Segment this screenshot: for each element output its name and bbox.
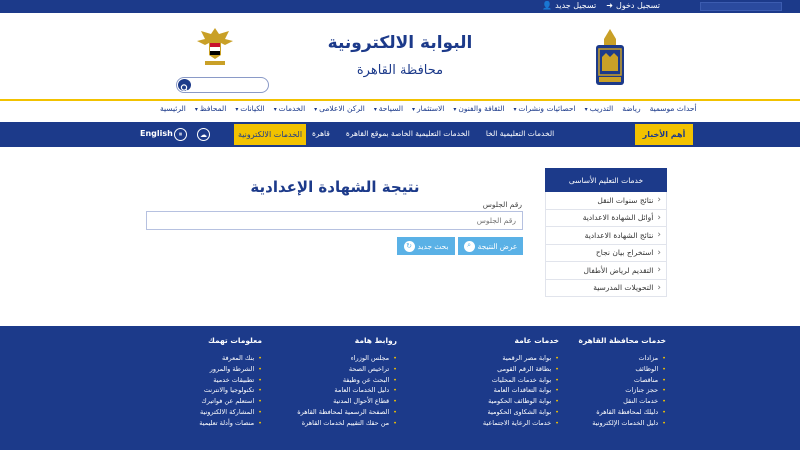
nav-services[interactable]: الخدمات ▾ [274, 104, 305, 118]
top-news-label: أهم الأخبار [635, 124, 693, 145]
footer-column-important-links [297, 336, 397, 429]
sidebar-item-kindergarten[interactable]: ‹ التقديم لرياض الأطفال [545, 262, 667, 280]
top-bar [0, 0, 800, 13]
news-ticker [312, 129, 632, 138]
seat-number-input[interactable] [146, 211, 523, 230]
footer-link[interactable]: • الشرطة والمرور [199, 364, 262, 375]
pause-icon[interactable]: ⏸ [174, 128, 187, 141]
sidebar-item-school-transfers[interactable]: ‹ التحويلات المدرسية [545, 280, 667, 298]
footer-column-useful-info [199, 336, 262, 429]
cloud-icon[interactable]: ☁ [197, 128, 210, 141]
footer-link[interactable]: • بوابة الوظائف الحكومية [483, 396, 559, 407]
nav-training[interactable]: التدريب ▾ [585, 104, 614, 118]
nav-sports[interactable]: رياضة [622, 104, 641, 113]
nav-tourism[interactable]: السياحة ▾ [374, 104, 403, 118]
footer-link[interactable]: • تكنولوجيا والانترنت [199, 385, 262, 396]
sidebar-menu [545, 168, 667, 297]
sidebar-item-transfer-results[interactable]: ‹ نتائج سنوات النقل [545, 192, 667, 210]
footer-link[interactable]: • الوظائف [579, 364, 666, 375]
header-divider [0, 99, 800, 101]
ticker-item[interactable]: الخدمات التعليمية الخا [485, 129, 555, 138]
footer-link[interactable]: • بوابة مصر الرقمية [483, 353, 559, 364]
portal-title: البوابة الالكترونية [327, 33, 473, 53]
footer-link[interactable]: • دليل الخدمات العامة [297, 385, 397, 396]
footer-link[interactable]: • بوابة التعاقدات العامة [483, 385, 559, 396]
footer-link[interactable]: • قطاع الأحوال المدنية [297, 396, 397, 407]
sidebar-item-success-statement[interactable]: ‹ استخراج بيان نجاح [545, 245, 667, 263]
nav-home[interactable]: الرئيسية [160, 104, 186, 113]
nav-statistics[interactable]: احصائيات ونشرات ▾ [513, 104, 575, 118]
ticker-item[interactable]: الخدمات التعليمية الخاصة بموقع القاهرة [345, 129, 470, 138]
nav-governor[interactable]: المحافظ ▾ [195, 104, 226, 118]
search-button[interactable] [178, 79, 191, 91]
footer-link[interactable]: • بطاقة الرقم القومى [483, 364, 559, 375]
footer-link[interactable]: • منصات وأدلة تعليمية [199, 418, 262, 429]
search-icon [178, 82, 191, 94]
nav-entities[interactable]: الكيانات ▾ [235, 104, 264, 118]
footer-link[interactable]: • دليلك لمحافظة القاهرة [579, 407, 666, 418]
footer-link[interactable]: • بوابة خدمات المحليات [483, 375, 559, 386]
footer-heading: خدمات عامة [514, 336, 559, 345]
egypt-eagle-emblem-icon [195, 25, 235, 71]
footer-link[interactable]: • البحث عن وظيفة [297, 375, 397, 386]
e-services-label[interactable]: الخدمات الالكترونية [234, 124, 306, 145]
footer-link[interactable]: • مجلس الوزراء [297, 353, 397, 364]
sidebar-header: خدمات التعليم الأساسى [545, 168, 667, 192]
footer-link[interactable]: • مزادات [579, 353, 666, 364]
refresh-icon: ↻ [404, 241, 415, 252]
new-search-button[interactable]: بحث جديد ↻ [397, 237, 455, 255]
footer-link[interactable]: • خدمات الرعاية الاجتماعية [483, 418, 559, 429]
footer-link[interactable]: • المشاركة الالكترونية [199, 407, 262, 418]
register-link[interactable]: 👤 تسجيل جديد [542, 1, 597, 10]
sidebar-item-prep-results[interactable]: ‹ نتائج الشهادة الاعدادية [545, 227, 667, 245]
footer-heading: روابط هامة [354, 336, 397, 345]
footer-heading: معلومات تهمك [207, 336, 262, 345]
auth-links [542, 1, 660, 10]
news-bar [0, 122, 800, 147]
footer-link[interactable]: • خدمات النقل [579, 396, 666, 407]
footer-link[interactable]: • دليل الخدمات الإلكترونية [579, 418, 666, 429]
nav-investment[interactable]: الاستثمار ▾ [412, 104, 444, 118]
footer-link[interactable]: • حجز جنازات [579, 385, 666, 396]
footer-link[interactable]: • بوابة الشكاوى الحكومية [483, 407, 559, 418]
cairo-governorate-logo-icon [590, 27, 630, 89]
footer-link[interactable]: • تطبيقات خدمية [199, 375, 262, 386]
page-title: نتيجة الشهادة الإعدادية [250, 178, 420, 196]
governorate-subtitle: محافظة القاهرة [356, 63, 444, 78]
footer-link[interactable]: • تراخيص الصحة [297, 364, 397, 375]
login-link[interactable]: ➜ تسجيل دخول [606, 1, 660, 10]
footer-column-cairo-services [579, 336, 666, 429]
main-navigation [160, 104, 697, 118]
ticker-item[interactable]: قاهرة [312, 129, 330, 138]
search-icon: ⌕ [464, 241, 475, 252]
footer-link[interactable]: • من حقك التقييم لخدمات القاهرة [297, 418, 397, 429]
nav-media[interactable]: الركن الاعلامى ▾ [314, 104, 365, 118]
show-result-button[interactable]: عرض النتيجة ⌕ [458, 237, 523, 255]
nav-seasonal-events[interactable]: أحداث موسمية [649, 104, 697, 113]
site-header [0, 13, 800, 100]
nav-culture[interactable]: الثقافة والفنون ▾ [453, 104, 504, 118]
footer-link[interactable]: • الصفحة الرسمية لمحافظة القاهرة [297, 407, 397, 418]
footer-heading: خدمات محافظة القاهرة [578, 336, 666, 345]
footer-link[interactable]: • مناقصات [579, 375, 666, 386]
user-icon: 👤 [542, 1, 553, 10]
top-search-box[interactable] [700, 2, 782, 11]
english-language-link[interactable]: English [140, 129, 173, 138]
footer-link[interactable]: • استعلم عن فواتيرك [199, 396, 262, 407]
site-footer [0, 326, 800, 450]
footer-column-public-services [483, 336, 559, 429]
seat-number-label: رقم الجلوس [482, 200, 522, 209]
header-search-input[interactable] [176, 77, 269, 93]
login-icon: ➜ [606, 1, 613, 10]
footer-link[interactable]: • بنك المعرفة [199, 353, 262, 364]
sidebar-item-top-students[interactable]: ‹ أوائل الشهادة الاعدادية [545, 210, 667, 228]
